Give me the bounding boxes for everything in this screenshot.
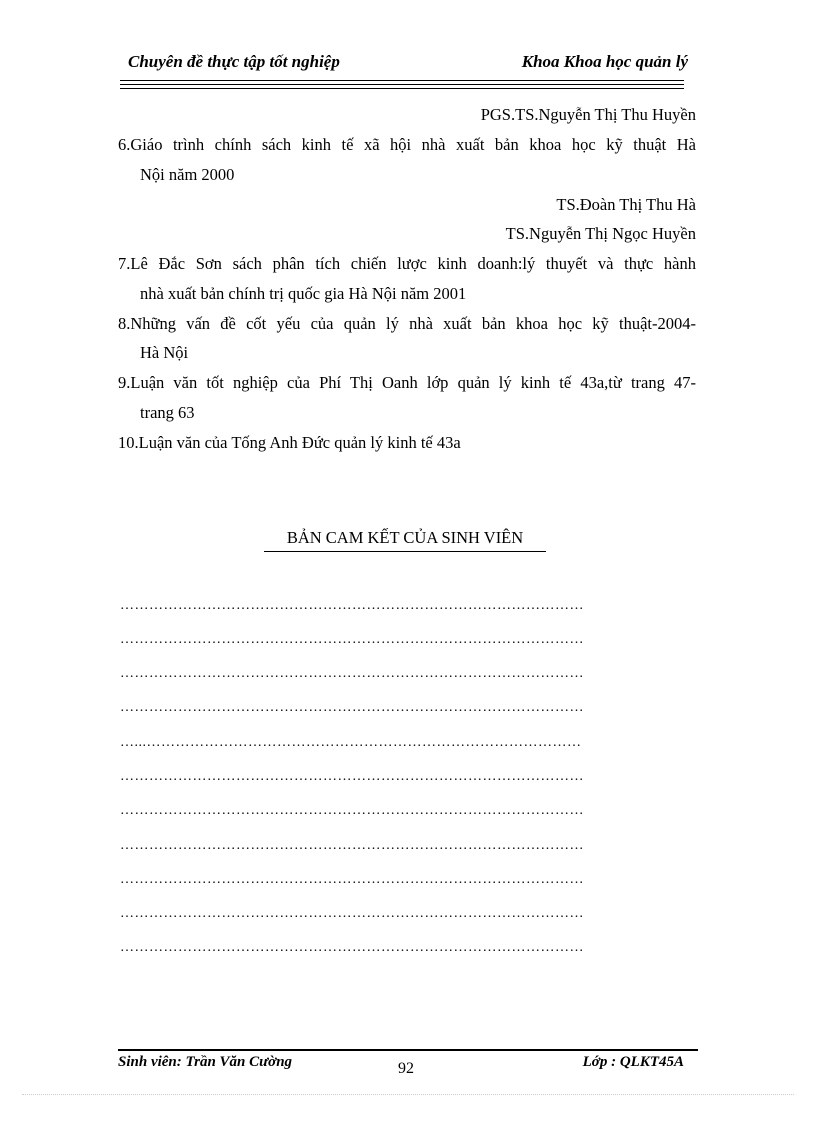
- footer-class: Lớp : QLKT45A: [582, 1054, 684, 1070]
- header-rule: [120, 80, 684, 81]
- reference-author: TS.Nguyễn Thị Ngọc Huyền: [505, 224, 696, 243]
- reference-author: TS.Đoàn Thị Thu Hà: [556, 195, 696, 214]
- reference-item-8: 8.Những vấn đề cốt yếu của quản lý nhà xuất bản khoa học kỹ thuật-2004-: [118, 314, 696, 333]
- dotted-line: ……………………………………………………………………………………: [120, 632, 584, 647]
- header-rule: [120, 88, 684, 89]
- reference-item-6: 6.Giáo trình chính sách kinh tế xã hội nhà xuất bản khoa học kỹ thuật Hà: [118, 135, 696, 154]
- dotted-line: ……………………………………………………………………………………: [120, 872, 584, 887]
- reference-item-8-cont: Hà Nội: [140, 343, 189, 362]
- page-header: [128, 52, 688, 78]
- dotted-line: ……………………………………………………………………………………: [120, 838, 584, 853]
- dotted-line: ……………………………………………………………………………………: [120, 906, 584, 921]
- footer-rule: [118, 1049, 698, 1051]
- dotted-line: ……………………………………………………………………………………: [120, 666, 584, 681]
- dotted-line: ……………………………………………………………………………………: [120, 598, 584, 613]
- dotted-line: ……………………………………………………………………………………: [120, 700, 584, 715]
- reference-item-7: 7.Lê Đắc Sơn sách phân tích chiến lược kinh doanh:lý thuyết và thực hành: [118, 254, 696, 273]
- dotted-line: ……………………………………………………………………………………: [120, 803, 584, 818]
- reference-item-6-cont: Nội năm 2000: [140, 165, 235, 184]
- header-left-title: Chuyên đề thực tập tốt nghiệp: [128, 52, 340, 71]
- section-title: BẢN CAM KẾT CỦA SINH VIÊN: [264, 528, 546, 552]
- header-rule: [120, 84, 684, 85]
- dotted-line: ……………………………………………………………………………………: [120, 940, 584, 955]
- footer-student-name: Sinh viên: Trần Văn Cường: [118, 1054, 293, 1070]
- reference-item-7-cont: nhà xuất bản chính trị quốc gia Hà Nội năm 2001: [140, 284, 467, 303]
- header-right-title: Khoa Khoa học quản lý: [521, 52, 688, 71]
- reference-item-10: 10.Luận văn của Tống Anh Đức quản lý kinh tế 43a: [118, 433, 461, 452]
- reference-item-9: 9.Luận văn tốt nghiệp của Phí Thị Oanh lớp quản lý kinh tế 43a,từ trang 47-: [118, 373, 696, 392]
- page-edge: [22, 1094, 794, 1095]
- dotted-line: ……………………………………………………………………………………: [120, 769, 584, 784]
- page-number: 92: [398, 1060, 414, 1077]
- reference-author: PGS.TS.Nguyễn Thị Thu Huyền: [480, 105, 696, 124]
- reference-item-9-cont: trang 63: [140, 403, 195, 422]
- dotted-line: …...………………………………………………………………………………: [120, 735, 582, 750]
